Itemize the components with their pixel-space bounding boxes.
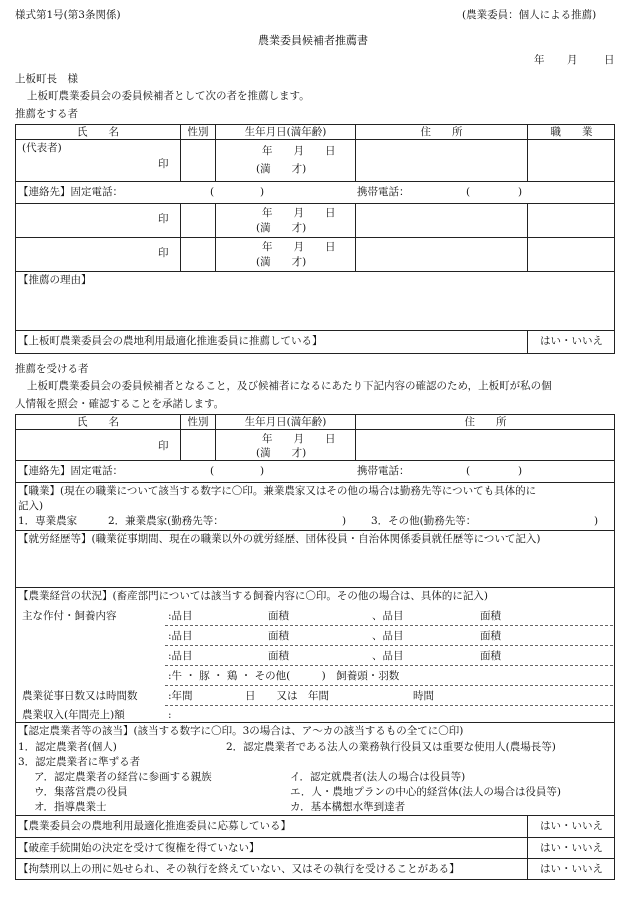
contact-mobile-phone[interactable]: 携帯電話：	[357, 465, 410, 477]
occupation-heading: 【職業】(現在の職業について該当する数字に〇印。兼業農家又はその他の場合は勤務先等についても具体的に	[18, 485, 537, 497]
cert-option-o[interactable]: オ．指導農業士	[34, 801, 107, 813]
seal-mark: 印	[158, 247, 169, 259]
col-job-header: 職 業	[550, 126, 593, 138]
cert-option-a[interactable]: ア．認定農業者の経営に参画する親族	[34, 771, 212, 783]
seal-mark: 印	[158, 158, 169, 170]
crop-item[interactable]: 、品目	[372, 630, 404, 642]
yes-no-choice[interactable]: はい・いいえ	[540, 335, 603, 347]
paren-open: (	[466, 186, 471, 198]
crop-item[interactable]: :品目	[168, 610, 193, 622]
consent-text-line1: 上板町農業委員会の委員候補者となること，及び候補者になるにあたり下記内容の確認のため，上板町が私の個	[27, 380, 552, 392]
crop-area[interactable]: 面積	[480, 650, 501, 662]
date-year: 年	[534, 54, 545, 66]
crop-item[interactable]: 、品目	[372, 650, 404, 662]
cert-option-i[interactable]: イ．認定就農者(法人の場合は役員等)	[290, 771, 466, 783]
addressee: 上板町長 様	[15, 73, 78, 85]
yes-no-choice[interactable]: はい・いいえ	[540, 842, 603, 854]
promotion-question: 【上板町農業委員会の農地利用最適化推進委員に推薦している】	[18, 335, 323, 347]
cert-option-1[interactable]: 1．認定農業者(個人)	[18, 741, 117, 753]
seal-mark: 印	[158, 213, 169, 225]
birth-date-field[interactable]: 年 月 日	[262, 433, 336, 445]
work-days-field[interactable]: :年間 日 又は 年間 時間	[168, 690, 435, 702]
birth-date-field[interactable]: 年 月 日	[262, 145, 336, 157]
birth-date-field[interactable]: 年 月 日	[262, 207, 336, 219]
col-birth-header: 生年月日(満年齢)	[244, 416, 327, 428]
age-field[interactable]: (満 才)	[256, 256, 307, 268]
contact-mobile-phone[interactable]: 携帯電話：	[357, 186, 410, 198]
cert-option-3[interactable]: 3．認定農業者に準ずる者	[18, 756, 141, 768]
paren-close: )	[260, 186, 265, 198]
recommender-table	[15, 124, 615, 354]
page-title: 農業委員候補者推薦書	[258, 34, 368, 47]
col-gender-header: 性別	[187, 416, 209, 428]
form-number: 様式第1号(第3条関係)	[15, 9, 121, 21]
yes-no-choice[interactable]: はい・いいえ	[540, 863, 603, 875]
yes-no-choice[interactable]: はい・いいえ	[540, 820, 603, 832]
representative-label: (代表者)	[22, 142, 62, 154]
occupation-option-fulltime[interactable]: 1．専業農家	[18, 515, 78, 527]
income-field[interactable]: :	[168, 709, 172, 721]
question-bankruptcy: 【破産手続開始の決定を受けて復権を得ていない】	[18, 842, 260, 854]
recommendation-reason-label[interactable]: 【推薦の理由】	[18, 274, 92, 286]
paren-close: )	[518, 465, 523, 477]
contact-fixed-phone[interactable]: 【連絡先】固定電話：	[18, 465, 123, 477]
occupation-heading-cont: 記入)	[18, 500, 44, 512]
contact-fixed-phone[interactable]: 【連絡先】固定電話：	[18, 186, 123, 198]
crops-label: 主な作付・飼養内容	[22, 610, 117, 622]
consent-text-line2: 人情報を照会・確認することを承諾します。	[15, 398, 225, 410]
occupation-option-other[interactable]: 3．その他(勤務先等：	[371, 515, 477, 527]
paren-close: )	[518, 186, 523, 198]
paren-close: )	[342, 515, 347, 527]
birth-date-field[interactable]: 年 月 日	[262, 241, 336, 253]
col-address-header: 住 所	[464, 416, 507, 428]
col-name-header: 氏 名	[77, 126, 119, 138]
paren-open: (	[210, 186, 215, 198]
livestock-row[interactable]: :牛 ・ 豚 ・ 鶏 ・ その他( ) 飼養頭・羽数	[168, 670, 400, 682]
form-category: (農業委員：個人による推薦)	[462, 9, 597, 21]
recommender-section-title: 推薦をする者	[15, 108, 78, 120]
paren-close: )	[260, 465, 265, 477]
crop-area[interactable]: 面積	[480, 610, 501, 622]
col-birth-header: 生年月日(満年齢)	[244, 126, 327, 138]
crop-area[interactable]: 面積	[268, 610, 289, 622]
occupation-option-parttime[interactable]: 2．兼業農家(勤務先等：	[108, 515, 224, 527]
certified-heading: 【認定農業者等の該当】(該当する数字に〇印。3の場合は、ア～カの該当するもの全てに〇印)	[18, 725, 464, 737]
paren-open: (	[466, 465, 471, 477]
income-label: 農業収入(年間売上)額	[22, 709, 125, 721]
date-day: 日	[604, 54, 615, 66]
work-days-label: 農業従事日数又は時間数	[22, 690, 138, 702]
age-field[interactable]: (満 才)	[256, 163, 307, 175]
crop-item[interactable]: :品目	[168, 630, 193, 642]
age-field[interactable]: (満 才)	[256, 222, 307, 234]
date-month: 月	[567, 54, 578, 66]
seal-mark: 印	[158, 440, 169, 452]
question-imprisonment: 【拘禁刑以上の刑に処せられ、その執行を終えていない、又はその執行を受けることがある】	[18, 863, 460, 875]
cert-option-ka[interactable]: カ．基本構想水準到達者	[290, 801, 406, 813]
paren-close: )	[594, 515, 599, 527]
intro-text: 上板町農業委員会の委員候補者として次の者を推薦します。	[27, 90, 310, 102]
cert-option-e[interactable]: エ．人・農地プランの中心的経営体(法人の場合は役員等)	[290, 786, 562, 798]
crop-item[interactable]: :品目	[168, 650, 193, 662]
crop-area[interactable]: 面積	[480, 630, 501, 642]
question-apply-promotion: 【農業委員会の農地利用最適化推進委員に応募している】	[18, 820, 291, 832]
farm-management-heading: 【農業経営の状況】(畜産部門については該当する飼養内容に〇印。その他の場合は、具体的に記入)	[18, 590, 488, 602]
career-heading[interactable]: 【就労経歴等】(職業従事期間、現在の職業以外の就労経歴、団体役員・自治体関係委員就任歴等について記入)	[18, 533, 541, 545]
col-address-header: 住 所	[420, 126, 463, 138]
cert-option-u[interactable]: ウ．集落営農の役員	[34, 786, 128, 798]
col-gender-header: 性別	[187, 126, 209, 138]
recommended-section-title: 推薦を受ける者	[15, 363, 89, 375]
crop-area[interactable]: 面積	[268, 650, 289, 662]
col-name-header: 氏 名	[77, 416, 119, 428]
paren-open: (	[210, 465, 215, 477]
crop-area[interactable]: 面積	[268, 630, 289, 642]
age-field[interactable]: (満 才)	[256, 447, 307, 459]
crop-item[interactable]: 、品目	[372, 610, 404, 622]
cert-option-2[interactable]: 2．認定農業者である法人の業務執行役員又は重要な使用人(農場長等)	[226, 741, 556, 753]
